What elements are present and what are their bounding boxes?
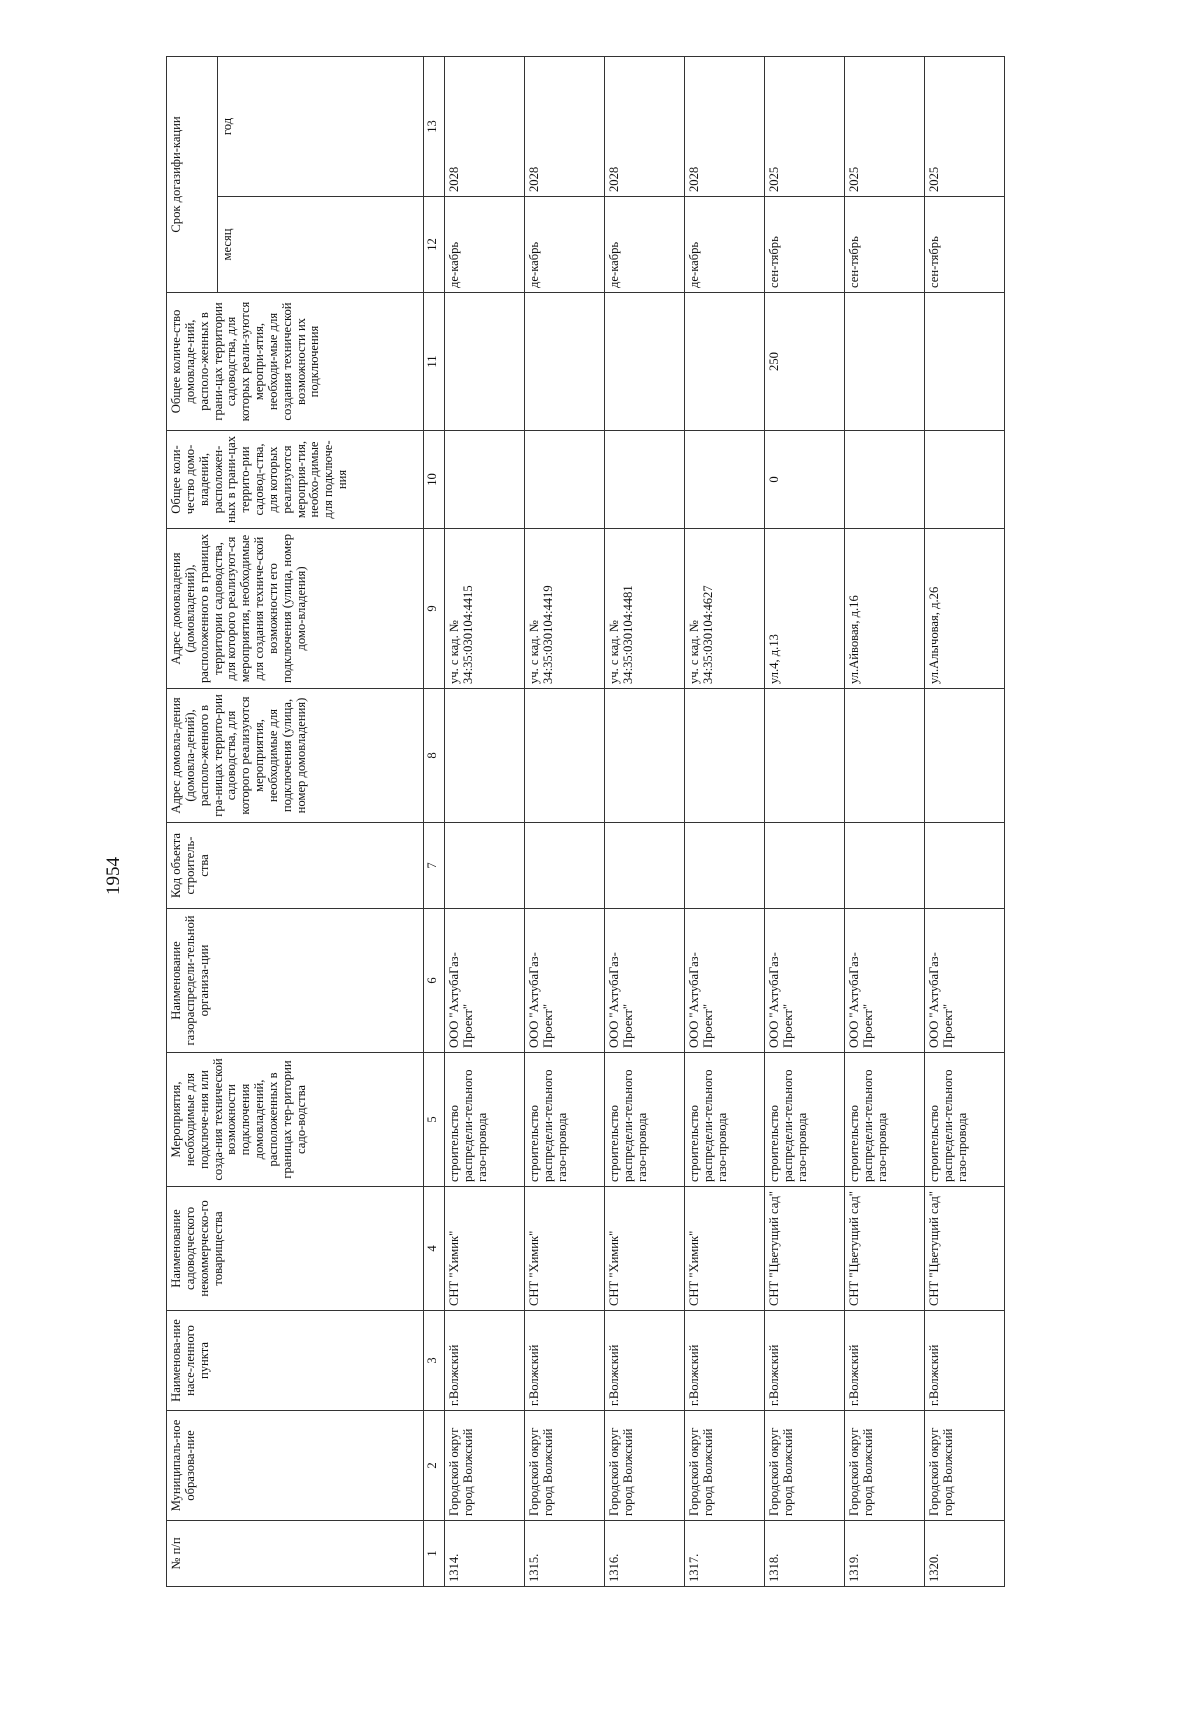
gas-organization-cell: ООО "АхтубаГаз-Проект" xyxy=(765,909,845,1053)
count-capability-cell xyxy=(525,293,605,431)
header-address-capability: Адрес домовладения (домовладений), расположенного в границах территории садоводства, для которого реализуют-ся мероприятия, необходимые для создания техниче-ской возможности его подключения (улица, номер домо-владения) xyxy=(167,529,424,689)
measure-cell: строительство распредели-тельного газо-провода xyxy=(685,1053,765,1187)
address-connection-cell xyxy=(845,689,925,823)
header-object-code: Код объекта строитель-ства xyxy=(167,823,424,909)
settlement-cell: г.Волжский xyxy=(685,1311,765,1411)
gas-organization-cell: ООО "АхтубаГаз-Проект" xyxy=(845,909,925,1053)
gasification-table-sheet xyxy=(166,116,1200,1587)
settlement-cell: г.Волжский xyxy=(845,1311,925,1411)
table-row xyxy=(925,56,1005,1586)
municipality-cell: Городской округ город Волжский xyxy=(685,1411,765,1521)
year-cell: 2025 xyxy=(925,56,1005,196)
page-number-text: 1954 xyxy=(103,857,124,895)
table-row xyxy=(765,56,845,1586)
municipality-cell: Городской округ город Волжский xyxy=(845,1411,925,1521)
snt-cell: СНТ "Цветущий сад" xyxy=(765,1187,845,1311)
measure-cell: строительство распредели-тельного газо-провода xyxy=(845,1053,925,1187)
count-connection-cell xyxy=(445,431,525,529)
address-capability-cell: уч. с кад. № 34:35:030104:4481 xyxy=(605,529,685,689)
row-number: 1317. xyxy=(685,1521,765,1587)
gas-organization-cell: ООО "АхтубаГаз-Проект" xyxy=(605,909,685,1053)
address-connection-cell xyxy=(685,689,765,823)
count-connection-cell xyxy=(685,431,765,529)
row-number: 1320. xyxy=(925,1521,1005,1587)
header-count-connection: Общее коли-чество домо-владений, расположен-ных в грани-цах террито-рии садовод-ства, для которых реализуются мероприя-тия, необхо-димые для подключе-ния xyxy=(167,431,424,529)
table-body xyxy=(445,56,1005,1586)
settlement-cell: г.Волжский xyxy=(445,1311,525,1411)
snt-cell: СНТ "Цветущий сад" xyxy=(845,1187,925,1311)
month-cell: сен-тябрь xyxy=(925,197,1005,293)
count-connection-cell: 0 xyxy=(765,431,845,529)
settlement-cell: г.Волжский xyxy=(925,1311,1005,1411)
month-cell: сен-тябрь xyxy=(845,197,925,293)
column-number: 8 xyxy=(424,689,445,823)
address-connection-cell xyxy=(765,689,845,823)
table-header xyxy=(167,56,424,1586)
count-capability-cell: 250 xyxy=(765,293,845,431)
column-number: 11 xyxy=(424,293,445,431)
month-cell: де-кабрь xyxy=(605,197,685,293)
year-cell: 2025 xyxy=(845,56,925,196)
column-number: 13 xyxy=(424,56,445,196)
snt-cell: СНТ "Химик" xyxy=(685,1187,765,1311)
column-number: 1 xyxy=(424,1521,445,1587)
object-code-cell xyxy=(845,823,925,909)
object-code-cell xyxy=(605,823,685,909)
month-cell: де-кабрь xyxy=(525,197,605,293)
table-row xyxy=(445,56,525,1586)
settlement-cell: г.Волжский xyxy=(605,1311,685,1411)
settlement-cell: г.Волжский xyxy=(765,1311,845,1411)
municipality-cell: Городской округ город Волжский xyxy=(605,1411,685,1521)
year-cell: 2025 xyxy=(765,56,845,196)
gas-organization-cell: ООО "АхтубаГаз-Проект" xyxy=(685,909,765,1053)
column-number: 4 xyxy=(424,1187,445,1311)
column-number: 9 xyxy=(424,529,445,689)
count-capability-cell xyxy=(845,293,925,431)
snt-cell: СНТ "Цветущий сад" xyxy=(925,1187,1005,1311)
column-number: 6 xyxy=(424,909,445,1053)
measure-cell: строительство распредели-тельного газо-провода xyxy=(445,1053,525,1187)
object-code-cell xyxy=(525,823,605,909)
table-row xyxy=(525,56,605,1586)
measure-cell: строительство распредели-тельного газо-провода xyxy=(525,1053,605,1187)
object-code-cell xyxy=(765,823,845,909)
header-gas-organization: Наименование газораспредели-тельной организа-ции xyxy=(167,909,424,1053)
column-number: 3 xyxy=(424,1311,445,1411)
address-capability-cell: уч. с кад. № 34:35:030104:4419 xyxy=(525,529,605,689)
table-row xyxy=(605,56,685,1586)
count-connection-cell xyxy=(605,431,685,529)
count-connection-cell xyxy=(525,431,605,529)
count-capability-cell xyxy=(925,293,1005,431)
year-cell: 2028 xyxy=(605,56,685,196)
header-snt: Наименование садоводческого некоммерческо-го товарищества xyxy=(167,1187,424,1311)
year-cell: 2028 xyxy=(445,56,525,196)
header-year: год xyxy=(218,56,424,196)
column-numbers-row xyxy=(424,56,445,1586)
table-row xyxy=(685,56,765,1586)
header-settlement: Наименова-ние насе-ленного пункта xyxy=(167,1311,424,1411)
address-capability-cell: уч. с кад. № 34:35:030104:4415 xyxy=(445,529,525,689)
count-capability-cell xyxy=(445,293,525,431)
month-cell: де-кабрь xyxy=(445,197,525,293)
settlement-cell: г.Волжский xyxy=(525,1311,605,1411)
snt-cell: СНТ "Химик" xyxy=(605,1187,685,1311)
header-deadline: Срок догазифи-кации xyxy=(167,56,218,292)
month-cell: сен-тябрь xyxy=(765,197,845,293)
header-measures: Мероприятия, необходимые для подключе-ния или созда-ния технической возможности подключения домовладений, расположенных в границах тер-ритории садо-водства xyxy=(167,1053,424,1187)
count-capability-cell xyxy=(605,293,685,431)
column-number: 2 xyxy=(424,1411,445,1521)
year-cell: 2028 xyxy=(685,56,765,196)
address-capability-cell: уч. с кад. № 34:35:030104:4627 xyxy=(685,529,765,689)
municipality-cell: Городской округ город Волжский xyxy=(765,1411,845,1521)
count-connection-cell xyxy=(925,431,1005,529)
row-number: 1316. xyxy=(605,1521,685,1587)
measure-cell: строительство распредели-тельного газо-провода xyxy=(765,1053,845,1187)
column-number: 5 xyxy=(424,1053,445,1187)
address-capability-cell: ул.Айвовая, д.16 xyxy=(845,529,925,689)
address-connection-cell xyxy=(925,689,1005,823)
table-row xyxy=(845,56,925,1586)
header-count-capability: Общее количе-ство домовладе-ний, располо-женных в грани-цах территории садоводства, для которых реали-зуются меропри-ятия, необходи-мые для создания технической возможности их подключения xyxy=(167,293,424,431)
address-connection-cell xyxy=(605,689,685,823)
row-number: 1318. xyxy=(765,1521,845,1587)
municipality-cell: Городской округ город Волжский xyxy=(445,1411,525,1521)
address-capability-cell: ул.Алычовая, д.26 xyxy=(925,529,1005,689)
row-number: 1315. xyxy=(525,1521,605,1587)
snt-cell: СНТ "Химик" xyxy=(445,1187,525,1311)
object-code-cell xyxy=(925,823,1005,909)
address-connection-cell xyxy=(525,689,605,823)
measure-cell: строительство распредели-тельного газо-провода xyxy=(925,1053,1005,1187)
header-row-number: № п/п xyxy=(167,1521,424,1587)
object-code-cell xyxy=(445,823,525,909)
header-address-connection: Адрес домовла-дения (домовла-дений), располо-женного в гра-ницах террито-рии садоводства, для которого реализуются мероприятия, необходимые для подключения (улица, номер домовладения) xyxy=(167,689,424,823)
gas-organization-cell: ООО "АхтубаГаз-Проект" xyxy=(525,909,605,1053)
column-number: 12 xyxy=(424,197,445,293)
year-cell: 2028 xyxy=(525,56,605,196)
count-capability-cell xyxy=(685,293,765,431)
object-code-cell xyxy=(685,823,765,909)
snt-cell: СНТ "Химик" xyxy=(525,1187,605,1311)
gasification-table xyxy=(166,56,1005,1587)
column-number: 10 xyxy=(424,431,445,529)
municipality-cell: Городской округ город Волжский xyxy=(525,1411,605,1521)
gas-organization-cell: ООО "АхтубаГаз-Проект" xyxy=(445,909,525,1053)
row-number: 1319. xyxy=(845,1521,925,1587)
row-number: 1314. xyxy=(445,1521,525,1587)
header-month: месяц xyxy=(218,197,424,293)
count-connection-cell xyxy=(845,431,925,529)
page-number xyxy=(94,856,134,896)
column-number: 7 xyxy=(424,823,445,909)
header-municipality: Муниципаль-ное образова-ние xyxy=(167,1411,424,1521)
month-cell: де-кабрь xyxy=(685,197,765,293)
municipality-cell: Городской округ город Волжский xyxy=(925,1411,1005,1521)
gas-organization-cell: ООО "АхтубаГаз-Проект" xyxy=(925,909,1005,1053)
address-capability-cell: ул.4, д.13 xyxy=(765,529,845,689)
measure-cell: строительство распредели-тельного газо-провода xyxy=(605,1053,685,1187)
address-connection-cell xyxy=(445,689,525,823)
